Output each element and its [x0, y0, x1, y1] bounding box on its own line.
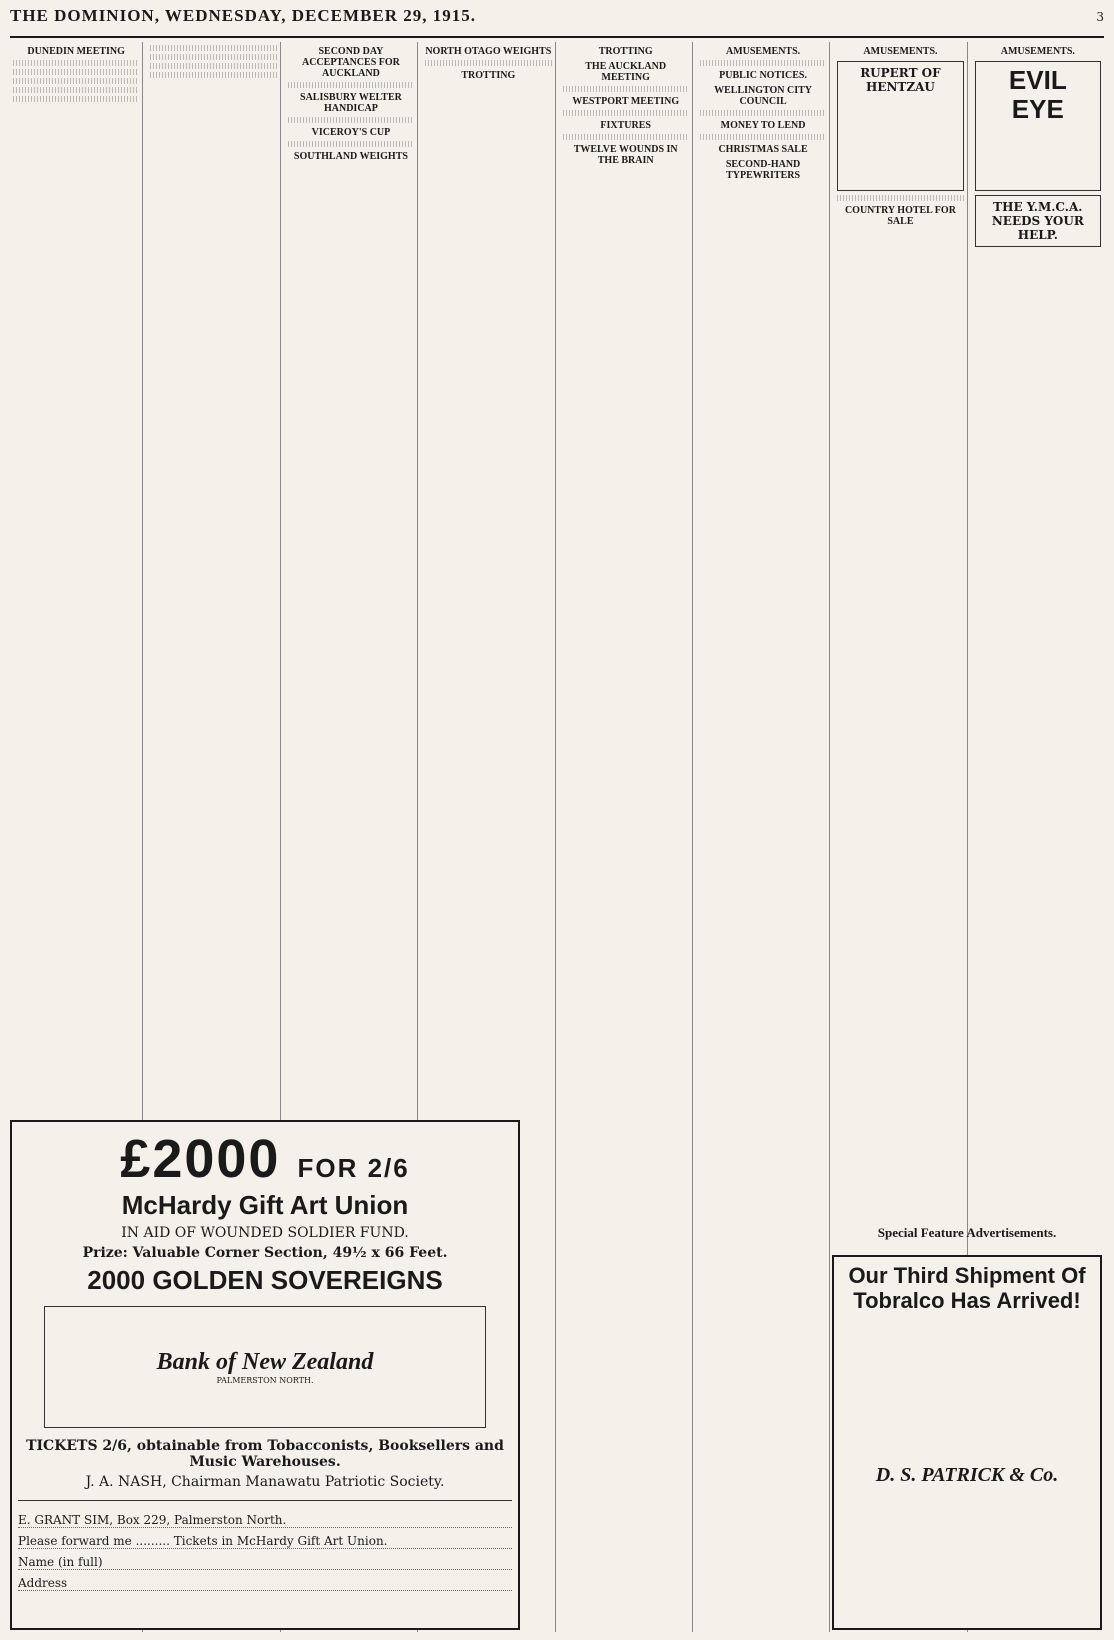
advertisement — [975, 195, 1101, 247]
art-union-amount: £2000 FOR 2/6 — [120, 1129, 410, 1189]
column-heading: SECOND-HAND TYPEWRITERS — [725, 159, 801, 181]
column-heading: FIXTURES — [600, 120, 651, 131]
special-feature-heading: Special Feature Advertisements. — [877, 1225, 1057, 1240]
art-union-prize: Prize: Valuable Corner Section, 49½ x 66 Feet. — [82, 1245, 448, 1261]
column-6 — [697, 42, 830, 1632]
column-heading: COUNTRY HOTEL FOR SALE — [844, 205, 956, 227]
art-union-advertisement — [10, 1120, 520, 1630]
column-heading: SALISBURY WELTER HANDICAP — [300, 92, 402, 114]
masthead-title: THE DOMINION, WEDNESDAY, DECEMBER 29, 1915. — [10, 6, 477, 25]
order-form-address: Address — [18, 1576, 512, 1591]
masthead — [10, 6, 1104, 38]
column-heading: TROTTING — [598, 46, 653, 57]
tobralco-headline: Our Third Shipment Of Tobralco Has Arrived! — [848, 1263, 1086, 1314]
ad-title: RUPERT OF HENTZAU — [860, 66, 941, 94]
column-heading: DUNEDIN MEETING — [27, 46, 125, 57]
bank-cheque-image — [44, 1306, 486, 1428]
advertisement — [837, 61, 963, 191]
column-heading: THE AUCKLAND MEETING — [585, 61, 667, 83]
advertisement — [975, 61, 1101, 191]
tobralco-brand: D. S. PATRICK & Co. — [875, 1463, 1059, 1486]
order-form — [18, 1500, 512, 1591]
page-number: 3 — [1096, 10, 1104, 24]
column-heading: AMUSEMENTS. — [863, 46, 938, 57]
column-heading: WELLINGTON CITY COUNCIL — [714, 85, 813, 107]
bank-place: PALMERSTON NORTH. — [216, 1376, 314, 1385]
column-heading: AMUSEMENTS. — [725, 46, 801, 57]
order-form-header: E. GRANT SIM, Box 229, Palmerston North. — [18, 1513, 512, 1528]
art-union-aid: IN AID OF WOUNDED SOLDIER FUND. — [121, 1225, 409, 1241]
art-union-chair: J. A. NASH, Chairman Manawatu Patriotic Society. — [85, 1474, 445, 1490]
tobralco-advertisement — [832, 1255, 1102, 1630]
column-heading: PUBLIC NOTICES. — [719, 70, 807, 81]
column-heading: AMUSEMENTS. — [1000, 46, 1075, 57]
column-heading: CHRISTMAS SALE — [718, 144, 808, 155]
column-heading: VICEROY'S CUP — [311, 127, 391, 138]
column-heading: TROTTING — [461, 70, 516, 81]
ad-title: THE Y.M.C.A. NEEDS YOUR HELP. — [991, 200, 1084, 242]
art-union-tickets: TICKETS 2/6, obtainable from Tobacconists, Booksellers and Music Warehouses. — [26, 1438, 504, 1470]
column-heading: SOUTHLAND WEIGHTS — [293, 151, 408, 162]
column-heading: TWELVE WOUNDS IN THE BRAIN — [573, 144, 678, 166]
column-heading: NORTH OTAGO WEIGHTS — [425, 46, 552, 57]
column-heading: SECOND DAY ACCEPTANCES FOR AUCKLAND — [301, 46, 400, 79]
bank-name: Bank of New Zealand — [156, 1349, 374, 1375]
art-union-name: McHardy Gift Art Union — [121, 1190, 409, 1220]
art-union-sovereigns: 2000 GOLDEN SOVEREIGNS — [87, 1265, 443, 1295]
ad-title: EVIL EYE — [1008, 65, 1067, 124]
order-form-line: Please forward me ......... Tickets in McHardy Gift Art Union. — [18, 1534, 512, 1549]
column-heading: MONEY TO LEND — [720, 120, 806, 131]
column-5 — [560, 42, 693, 1632]
order-form-name: Name (in full) — [18, 1555, 512, 1570]
column-heading: WESTPORT MEETING — [572, 96, 680, 107]
